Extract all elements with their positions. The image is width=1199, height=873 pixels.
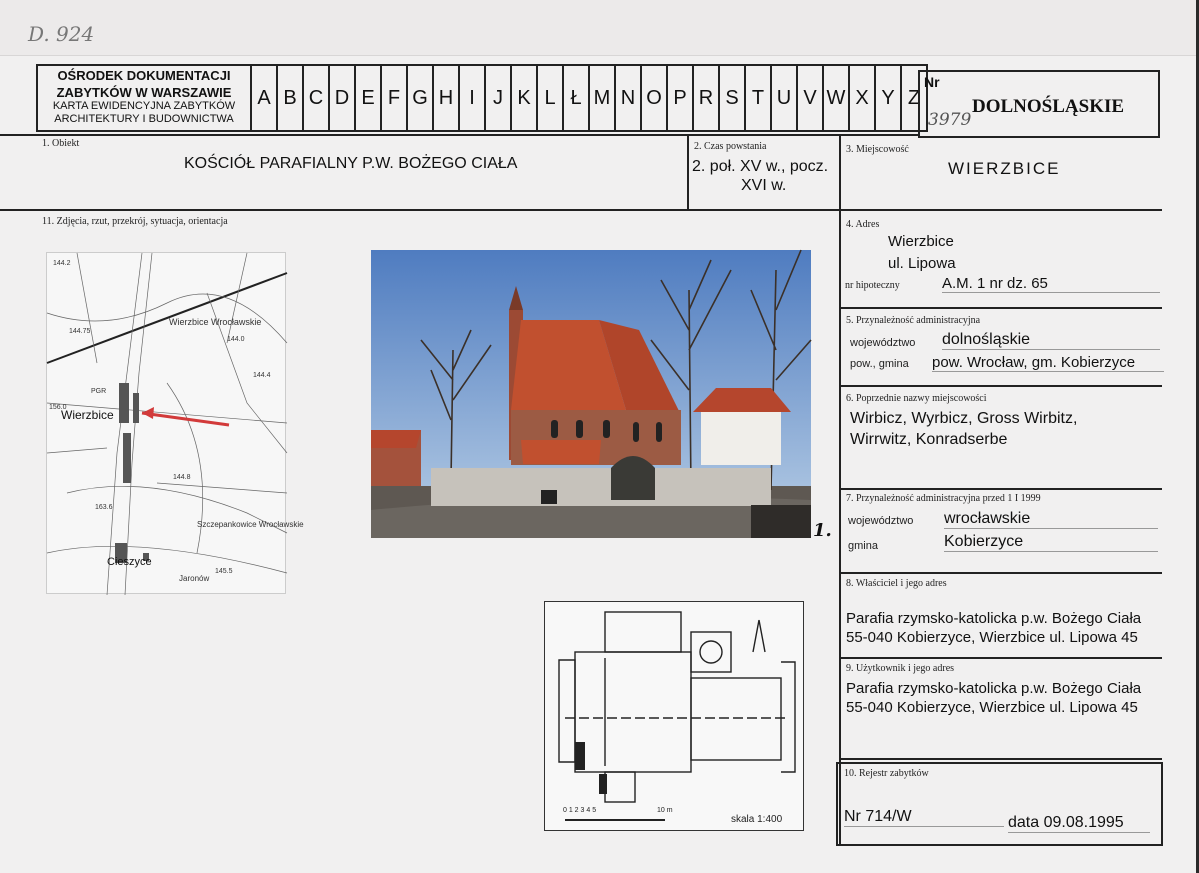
miejscowosc-value: WIERZBICE [948, 159, 1061, 178]
przed-woj-value: wrocławskie [944, 510, 1158, 529]
photo-drawing [371, 250, 811, 538]
divider [839, 758, 1162, 760]
location-map [46, 252, 304, 594]
woj-value: dolnośląskie [942, 331, 1160, 350]
map-height: 144.75 [69, 328, 91, 335]
wlasciciel-label: 8. Właściciel i jego adres [846, 578, 947, 589]
index-letter: Ł [564, 66, 590, 130]
uzytkownik-line-1: Parafia rzymsko-katolicka p.w. Bożego Ciała [846, 680, 1142, 697]
map-height: 145.5 [215, 568, 233, 575]
alphabet-index [252, 64, 928, 132]
photo-number: 1. [813, 520, 832, 541]
index-letter: I [460, 66, 486, 130]
uzytkownik-line-2: 55-040 Kobierzyce, Wierzbice ul. Lipowa 45 [846, 699, 1138, 716]
adres-line-1: Wierzbice [888, 233, 954, 250]
map-label-jaronow: Jaronów [179, 574, 210, 583]
map-height: 156.0 [49, 404, 67, 411]
divider [839, 385, 1162, 387]
index-letter: P [668, 66, 694, 130]
index-letter: U [772, 66, 798, 130]
index-letter: X [850, 66, 876, 130]
pow-value: pow. Wrocław, gm. Kobierzyce [932, 354, 1164, 372]
map-height: 144.2 [53, 260, 71, 267]
index-letter: G [408, 66, 434, 130]
rejestr-box [836, 762, 1163, 846]
adres-label: 4. Adres [846, 219, 880, 230]
przed-gm-label: gmina [848, 540, 878, 552]
index-letter: K [512, 66, 538, 130]
index-letter: D [330, 66, 356, 130]
rejestr-label: 10. Rejestr zabytków [844, 768, 929, 779]
uzytkownik-label: 9. Użytkownik i jego adres [846, 663, 955, 674]
poprzednie-line-1: Wirbicz, Wyrbicz, Gross Wirbitz, [850, 410, 1078, 427]
divider [0, 134, 918, 136]
institution-header [36, 64, 252, 132]
map-label-wierzbice-wr: Wierzbice Wrocławskie [169, 317, 262, 327]
hipoteczny-label: nr hipoteczny [845, 280, 900, 291]
index-letter: H [434, 66, 460, 130]
header-line-3: KARTA EWIDENCYJNA ZABYTKÓW [52, 100, 236, 112]
scale-text: skala 1:400 [731, 814, 783, 825]
floor-plan [544, 601, 804, 831]
index-letter: Z [902, 66, 928, 130]
index-letter: M [590, 66, 616, 130]
number-box [918, 70, 1160, 138]
index-letter: B [278, 66, 304, 130]
map-height: 163.6 [95, 504, 113, 511]
scale-end: 10 m [657, 807, 673, 814]
index-letter: O [642, 66, 668, 130]
przynaleznosc-label: 5. Przynależność administracyjna [846, 315, 981, 326]
divider [687, 134, 689, 210]
index-letter: F [382, 66, 408, 130]
divider [839, 657, 1162, 659]
index-letter: T [746, 66, 772, 130]
index-letter: A [252, 66, 278, 130]
index-letter: L [538, 66, 564, 130]
czas-label: 2. Czas powstania [694, 141, 767, 152]
poprzednie-line-2: Wirrwitz, Konradserbe [850, 431, 1008, 448]
header-line-1: OŚRODEK DOKUMENTACJI [57, 68, 231, 83]
plan-drawing [545, 602, 803, 830]
woj-label: województwo [850, 337, 916, 349]
hipoteczny-value: A.M. 1 nr dz. 65 [942, 275, 1160, 293]
map-pgr: PGR [91, 388, 107, 395]
divider [839, 572, 1162, 574]
map-label-szczepankowice: Szczepankowice Wrocławskie [197, 520, 304, 529]
inventory-mark: D. 924 [28, 22, 95, 46]
header-line-2: ZABYTKÓW W WARSZAWIE [56, 85, 232, 100]
index-letter: N [616, 66, 642, 130]
scale-ticks: 0 1 2 3 4 5 [563, 807, 597, 814]
przed-woj-label: województwo [848, 515, 914, 527]
miejscowosc-label: 3. Miejscowość [846, 144, 909, 155]
obiekt-label: 1. Obiekt [42, 138, 80, 149]
czas-value-2: XVI w. [741, 177, 787, 194]
poprzednie-label: 6. Poprzednie nazwy miejscowości [846, 393, 987, 404]
czas-value-1: 2. poł. XV w., pocz. [692, 158, 829, 175]
index-letter: R [694, 66, 720, 130]
index-letter: W [824, 66, 850, 130]
map-drawing [47, 253, 304, 595]
index-letter: Y [876, 66, 902, 130]
przed1999-label: 7. Przynależność administracyjna przed 1 I 1999 [846, 493, 1041, 504]
adres-line-2: ul. Lipowa [888, 255, 956, 272]
map-label-wierzbice: Wierzbice [61, 408, 114, 422]
map-label-cieszyce: Cieszyce [107, 556, 152, 568]
index-letter: C [304, 66, 330, 130]
obiekt-value: KOŚCIÓŁ PARAFIALNY P.W. BOŻEGO CIAŁA [184, 155, 518, 172]
zdjecia-label: 11. Zdjęcia, rzut, przekrój, sytuacja, orientacja [42, 216, 228, 227]
divider [839, 488, 1162, 490]
rejestr-nr: Nr 714/W [844, 808, 1004, 827]
index-letter: J [486, 66, 512, 130]
index-letter: V [798, 66, 824, 130]
map-height: 144.8 [173, 474, 191, 481]
index-letter: E [356, 66, 382, 130]
divider [839, 307, 1162, 309]
przed-gm-value: Kobierzyce [944, 533, 1158, 552]
map-height: 144.4 [253, 372, 271, 379]
map-height: 144.0 [227, 336, 245, 343]
top-strip [0, 0, 1196, 56]
divider [0, 209, 1162, 211]
church-photo [371, 250, 811, 538]
wlasciciel-line-2: 55-040 Kobierzyce, Wierzbice ul. Lipowa 45 [846, 629, 1138, 646]
header-line-4: ARCHITEKTURY I BUDOWNICTWA [54, 113, 234, 125]
record-number: 3979 [928, 110, 972, 130]
rejestr-data: data 09.08.1995 [1008, 814, 1150, 833]
nr-label: Nr [924, 74, 940, 90]
index-letter: S [720, 66, 746, 130]
region-name: DOLNOŚLĄSKIE [972, 96, 1125, 117]
wlasciciel-line-1: Parafia rzymsko-katolicka p.w. Bożego Ciała [846, 610, 1142, 627]
pow-label: pow., gmina [850, 358, 909, 370]
